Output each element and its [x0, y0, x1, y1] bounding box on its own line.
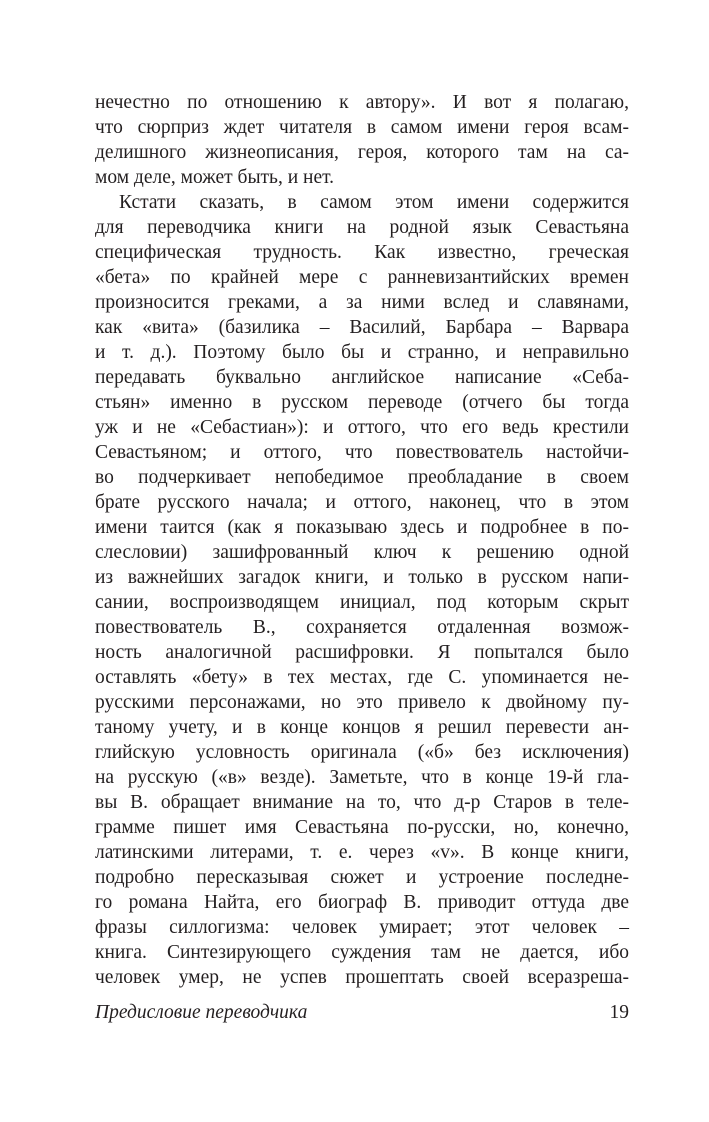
text-line: слесловии) зашифрованный ключ к решению одной: [95, 542, 629, 563]
text-line: ность аналогичной расшифровки. Я попытался было: [95, 642, 629, 663]
text-line: из важнейших загадок книги, и только в русском напи-: [95, 567, 629, 588]
text-line: оставлять «бету» в тех местах, где С. упоминается не-: [95, 667, 629, 688]
body-text: [95, 90, 629, 990]
text-line: передавать буквально английское написание «Себа-: [95, 367, 629, 388]
text-line: что сюрприз ждет читателя в самом имени героя всам-: [95, 117, 629, 138]
text-line: таному учету, и в конце концов я решил перевести ан-: [95, 717, 629, 738]
text-line: русскими персонажами, но это привело к двойному пу-: [95, 692, 629, 713]
text-line: стьян» именно в русском переводе (отчего бы тогда: [95, 392, 629, 413]
text-line: «бета» по крайней мере с ранневизантийских времен: [95, 267, 629, 288]
text-line: уж и не «Себастиан»): и оттого, что его ведь крестили: [95, 417, 629, 438]
text-line: латинскими литерами, т. е. через «v». В конце книги,: [95, 842, 629, 863]
text-line: глийскую условность оригинала («б» без исключения): [95, 742, 629, 763]
text-line: специфическая трудность. Как известно, греческая: [95, 242, 629, 263]
text-line: нечестно по отношению к автору». И вот я полагаю,: [95, 92, 629, 113]
text-line: брате русского начала; и оттого, наконец, что в этом: [95, 492, 629, 513]
text-line: имени таится (как я показываю здесь и подробнее в по-: [95, 517, 629, 538]
text-line: сании, воспроизводящем инициал, под которым скрыт: [95, 592, 629, 613]
text-line: грамме пишет имя Севастьяна по-русски, но, конечно,: [95, 817, 629, 838]
text-line: человек умер, не успев прошептать своей всеразреша-: [95, 967, 629, 988]
text-line: на русскую («в» везде). Заметьте, что в конце 19-й гла-: [95, 767, 629, 788]
text-line: вы В. обращает внимание на то, что д-р Старов в теле-: [95, 792, 629, 813]
text-line: повествователь В., сохраняется отдаленная возмож-: [95, 617, 629, 638]
text-line: делишного жизнеописания, героя, которого там на са-: [95, 142, 629, 163]
text-line: книга. Синтезирующего суждения там не дается, ибо: [95, 942, 629, 963]
text-line: го романа Найта, его биограф В. приводит оттуда две: [95, 892, 629, 913]
text-line: произносится греками, а за ними вслед и славянами,: [95, 292, 629, 313]
text-line: Кстати сказать, в самом этом имени содержится: [119, 192, 629, 213]
text-line: во подчеркивает непобедимое преобладание в своем: [95, 467, 629, 488]
page-number: 19: [609, 1002, 629, 1023]
text-line: Севастьяном; и оттого, что повествователь настойчи-: [95, 442, 629, 463]
text-line: мом деле, может быть, и нет.: [95, 167, 335, 188]
text-line: как «вита» (базилика – Василий, Барбара – Варвара: [95, 317, 629, 338]
text-line: подробно пересказывая сюжет и устроение последне-: [95, 867, 629, 888]
text-line: для переводчика книги на родной язык Севастьяна: [95, 217, 629, 238]
text-line: и т. д.). Поэтому было бы и странно, и неправильно: [95, 342, 629, 363]
running-title: Предисловие переводчика: [95, 1002, 308, 1023]
page-footer: [95, 1000, 629, 1026]
text-line: фразы силлогизма: человек умирает; этот человек –: [95, 917, 629, 938]
